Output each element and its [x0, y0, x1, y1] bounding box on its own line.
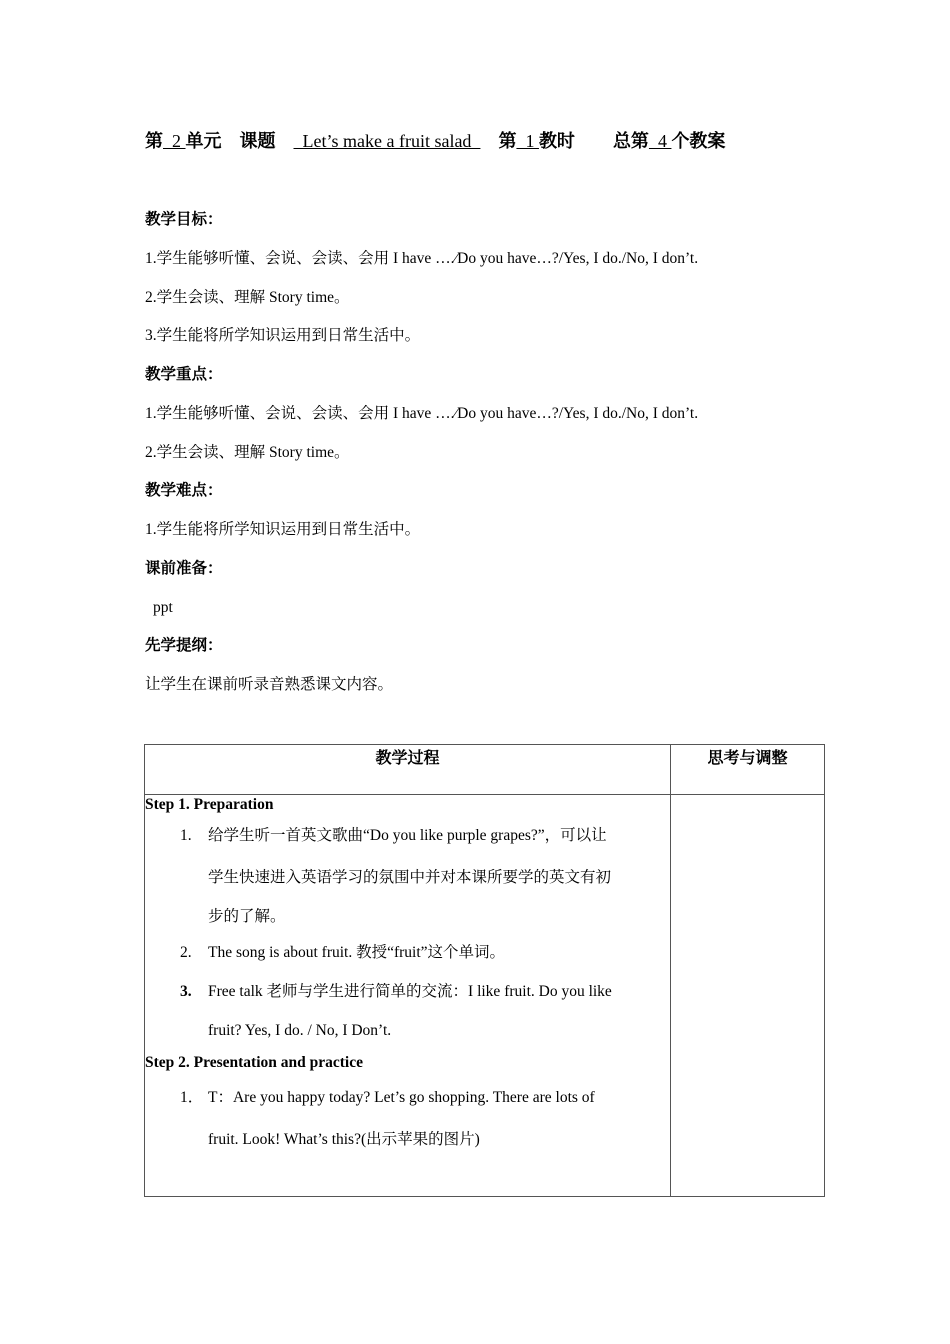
teaching-process-table: [144, 744, 825, 1197]
key-point-item: 2.学生会读、理解 Story time。: [145, 444, 350, 461]
difficulty-item: 1.学生能将所学知识运用到日常生活中。: [145, 521, 421, 538]
step-title: Step 1. Preparation: [145, 796, 274, 813]
preparation-label: 课前准备：: [145, 560, 223, 577]
difficulties-label: 教学难点：: [145, 482, 223, 499]
list-item: [180, 935, 670, 971]
item-number: 3.: [180, 983, 192, 1000]
key-point-item: 1.学生能够听懂、会说、会读、会用 I have ….⁄Do you have…?/Yes, I do./No, I don’t.: [145, 405, 699, 422]
topic-label: 课题: [239, 131, 276, 151]
key-points-label: 教学重点：: [145, 366, 223, 383]
lesson-header: [145, 128, 725, 154]
objectives-label: 教学目标：: [145, 211, 223, 228]
reflection-column-header: 思考与调整: [670, 745, 824, 795]
objective-item: 1.学生能够听懂、会说、会读、会用 I have ….⁄Do you have…?/Yes, I do./No, I don’t.: [145, 250, 699, 267]
total-prefix: 总第: [612, 131, 649, 151]
item-text: [208, 815, 656, 935]
item-text: [208, 1077, 656, 1161]
process-cell: [145, 795, 671, 1197]
total-number: 4: [648, 131, 672, 151]
objective-item: 2.学生会读、理解 Story time。: [145, 289, 350, 306]
total-suffix: 个教案: [671, 131, 726, 151]
unit-prefix: 第: [145, 131, 163, 151]
preparation-value: ppt: [153, 599, 173, 616]
item-line: The song is about fruit. 教授“fruit”这个单词。: [208, 944, 506, 961]
item-text: [208, 935, 656, 971]
list-item: [180, 815, 670, 935]
item-number: 1．: [180, 1089, 204, 1106]
item-line: fruit. Look! What’s this?(出示苹果的图片): [208, 1131, 480, 1148]
step-title: Step 2. Presentation and practice: [145, 1054, 363, 1071]
lesson-number: 1: [516, 131, 539, 151]
unit-suffix: 单元: [185, 131, 222, 151]
objective-item: 3.学生能将所学知识运用到日常生活中。: [145, 327, 421, 344]
item-line: T：Are you happy today? Let’s go shopping. There are lots of: [208, 1089, 595, 1106]
item-number: 1.: [180, 827, 192, 844]
item-line: Free talk 老师与学生进行简单的交流：I like fruit. Do you like: [208, 983, 612, 1000]
item-text: [208, 971, 656, 1049]
list-item: [180, 1077, 670, 1161]
item-line: 学生快速进入英语学习的氛围中并对本课所要学的英文有初: [208, 869, 612, 886]
lesson-prefix: 第: [498, 131, 517, 151]
reflection-cell: [670, 795, 824, 1197]
topic-value: Let’s make a fruit salad: [293, 131, 481, 151]
process-column-header: 教学过程: [145, 745, 671, 795]
unit-number: 2: [163, 131, 186, 151]
item-line: 步的了解。: [208, 908, 286, 925]
list-item: [180, 971, 670, 1049]
item-number: 2.: [180, 944, 192, 961]
item-line: 给学生听一首英文歌曲“Do you like purple grapes?”，可以让: [208, 827, 607, 844]
pre-study-value: 让学生在课前听录音熟悉课文内容。: [145, 676, 394, 693]
pre-study-label: 先学提纲：: [145, 637, 223, 654]
item-line: fruit? Yes, I do. / No, I Don’t.: [208, 1022, 392, 1039]
lesson-suffix: 教时: [538, 131, 575, 151]
